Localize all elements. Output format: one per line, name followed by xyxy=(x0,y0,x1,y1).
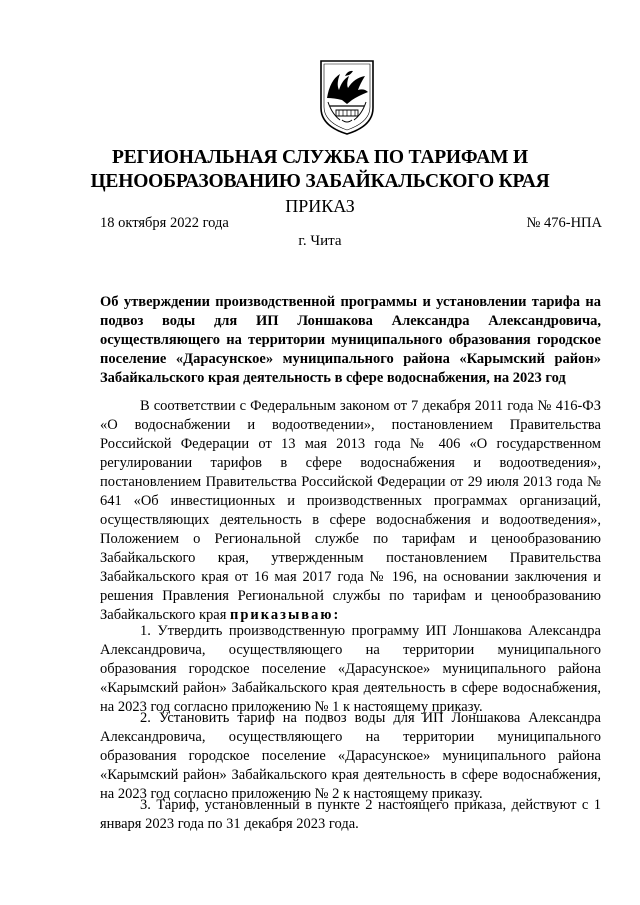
document-date: 18 октября 2022 года xyxy=(100,215,229,231)
order-item-3 xyxy=(100,796,601,834)
document-number: № 476-НПА xyxy=(526,215,602,231)
preamble-paragraph xyxy=(100,397,601,625)
document-type: ПРИКАЗ xyxy=(285,196,355,216)
orders-word: приказываю: xyxy=(230,607,341,623)
preamble-text: В соответствии с Федеральным законом от 7 декабря 2011 года № 416-ФЗ «О водоснабжении и водоотведении», постановлением Правительства Российской Федерации от 13 мая 2013 года № 406 «О государственном регулировании тарифов в сфере водоснабжения и водоотведения», постановлением Правительства Российской Федерации от 29 июля 2013 года № 641 «Об инвестиционных и производственных программах организаций, осуществляющих деятельность в сфере водоснабжения и водоотведения», Положением о Региональной службе по тарифам и ценообразованию Забайкальского края, утвержденным постановлением Правительства Забайкальского края от 16 мая 2017 года № 196, на основании заключения и решения Правления Региональной службы по тарифам и ценообразованию Забайкальского края xyxy=(100,398,601,623)
document-city: г. Чита xyxy=(298,233,342,249)
document-title: Об утверждении производственной программы и установлении тарифа на подвоз воды для ИП Лоншакова Александра Александровича, осуществляющего на территории муниципального образования городское поселение «Дарасунское» муниципального района «Карымский район» Забайкальского края деятельность в сфере водоснабжения, на 2023 год xyxy=(100,294,601,386)
order-item-1 xyxy=(100,622,601,717)
organization-name-line-2: ЦЕНООБРАЗОВАНИЮ ЗАБАЙКАЛЬСКОГО КРАЯ xyxy=(90,171,550,192)
eagle-emblem-icon xyxy=(318,58,376,136)
order-item-2 xyxy=(100,709,601,804)
order-item-text: 3. Тариф, установленный в пункте 2 настоящего приказа, действуют с 1 января 2023 года по 31 декабря 2023 года. xyxy=(100,797,601,832)
order-item-text: 2. Установить тариф на подвоз воды для ИП Лоншакова Александра Александровича, осуществляющего на территории муниципального образования городское поселение «Дарасунское» муниципального района «Карымский район» Забайкальского края деятельность в сфере водоснабжения, на 2023 год согласно приложению № 2 к настоящему приказу. xyxy=(100,710,601,802)
organization-name-line-1: РЕГИОНАЛЬНАЯ СЛУЖБА ПО ТАРИФАМ И xyxy=(112,147,528,168)
coat-of-arms-emblem xyxy=(318,58,376,136)
order-item-text: 1. Утвердить производственную программу ИП Лоншакова Александра Александровича, осуществляющего на территории муниципального образования городское поселение «Дарасунское» муниципального района «Карымский район» Забайкальского края деятельность в сфере водоснабжения, на 2023 год согласно приложению № 1 к настоящему приказу. xyxy=(100,623,601,715)
